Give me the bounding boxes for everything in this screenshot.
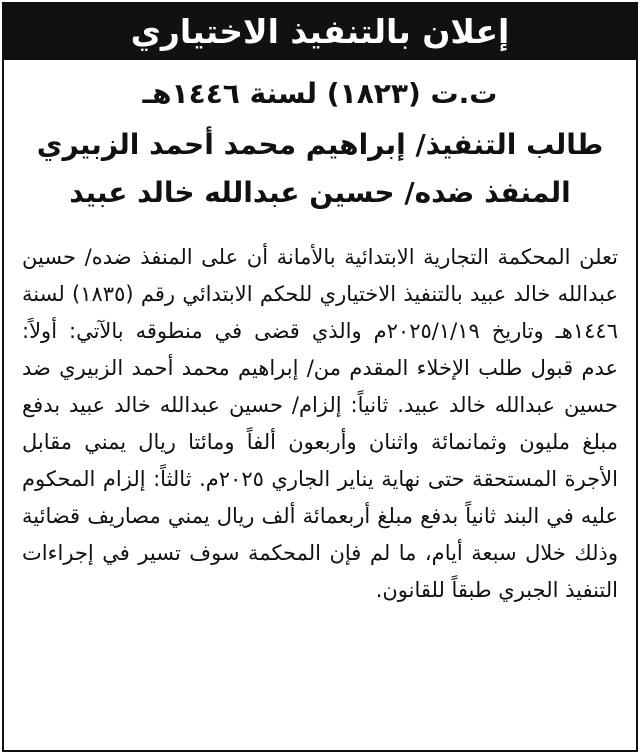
case-number: ت.ت (١٨٢٣) لسنة ١٤٤٦هـ — [142, 77, 498, 110]
legal-notice — [2, 2, 638, 752]
notice-title: إعلان بالتنفيذ الاختياري — [130, 12, 510, 51]
execution-requester: طالب التنفيذ/ إبراهيم محمد أحمد الزبيري — [36, 128, 604, 161]
notice-body: تعلن المحكمة التجارية الابتدائية بالأمانة أن على المنفذ ضده/ حسين عبدالله خالد عبيد بالتنفيذ الاختياري للحكم الابتدائي رقم (١٨٣٥) لسنة ١٤٤٦هـ وتاريخ ٢٠٢٥/١/١٩م والذي قضى في منطوقه بالآتي: أولاً: عدم قبول طلب الإخلاء المقدم من/ إبراهيم محمد أحمد الزبيري ضد حسين عبدالله خالد عبيد. ثانياً: إلزام/ حسين عبدالله خالد عبيد بدفع مبلغ مليون وثمانمائة واثنان وأربعون ألفاً ومائتا ريال يمني مقابل الأجرة المستحقة حتى نهاية يناير الجاري ٢٠٢٥م. ثالثاً: إلزام المحكوم عليه في البند ثانياً بدفع مبلغ أربعمائة ألف ريال يمني مصاريف قضائية وذلك خلال سبعة أيام، ما لم فإن المحكمة سوف تسير في إجراءات التنفيذ الجبري طبقاً للقانون. — [22, 245, 618, 602]
execution-respondent: المنفذ ضده/ حسين عبدالله خالد عبيد — [69, 176, 571, 209]
notice-header — [4, 4, 636, 60]
